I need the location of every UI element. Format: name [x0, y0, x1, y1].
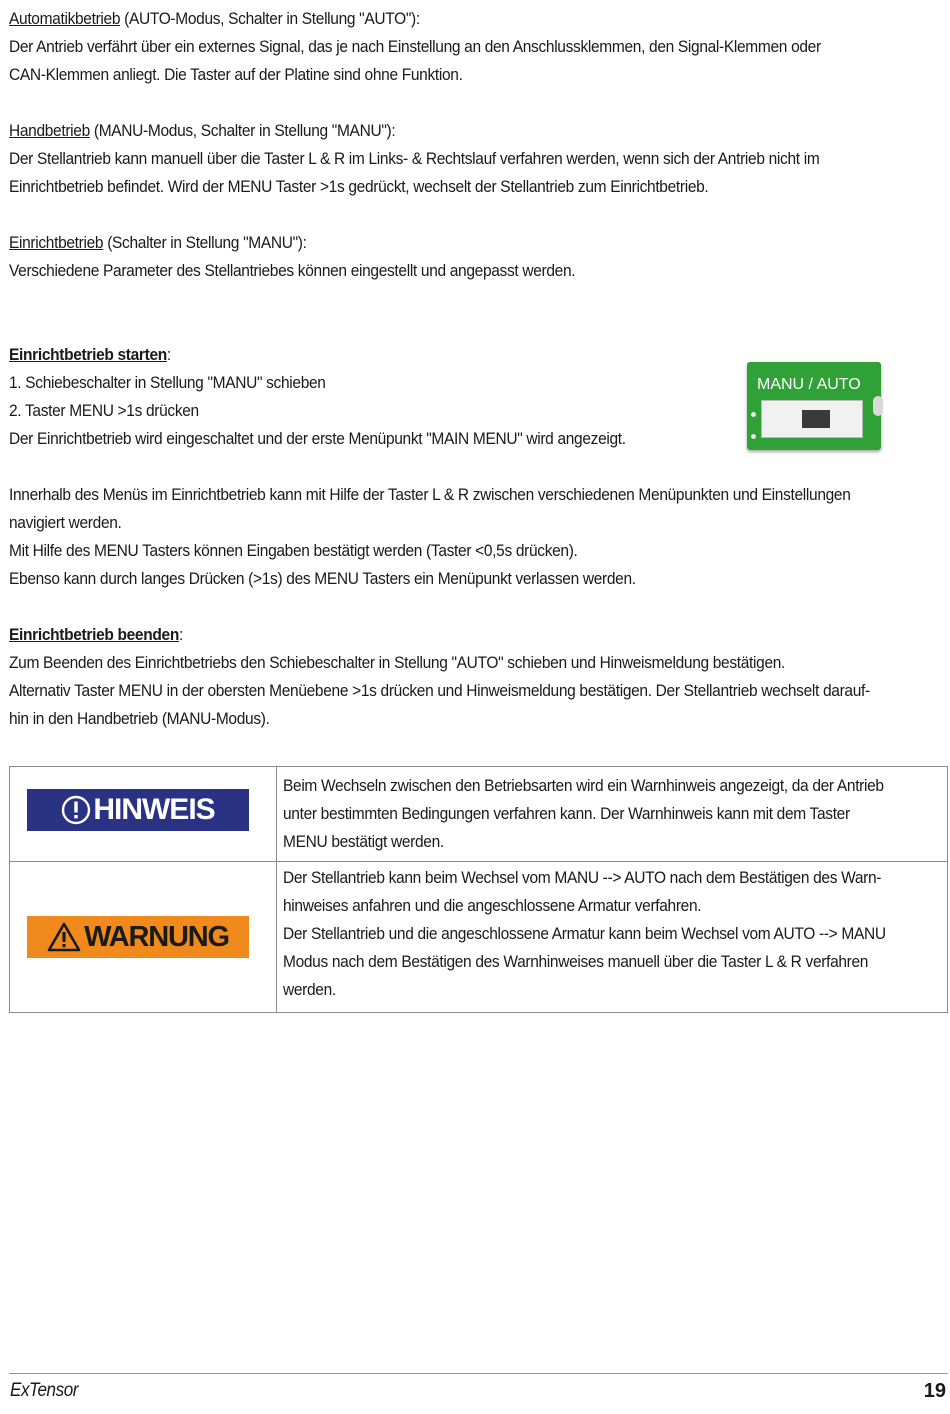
paragraph-line: Zum Beenden des Einrichtbetriebs den Schiebeschalter in Stellung "AUTO" schieben und Hinweismeldung bestätigen.: [9, 654, 786, 672]
paragraph-line: hinweises anfahren und die angeschlossene Armatur verfahren.: [283, 897, 702, 915]
footer-rule: [9, 1373, 948, 1374]
section-setup-mode: [9, 229, 950, 285]
section-heading-suffix: (AUTO-Modus, Schalter in Stellung "AUTO"):: [120, 10, 420, 28]
slide-switch-body: [761, 400, 863, 438]
paragraph-line: Der Einrichtbetrieb wird eingeschaltet und der erste Menüpunkt "MAIN MENU" wird angezeigt.: [9, 430, 626, 448]
hinweis-badge: [27, 789, 249, 831]
section-heading-suffix: (MANU-Modus, Schalter in Stellung "MANU"):: [89, 122, 396, 140]
paragraph-line: Der Antrieb verfährt über ein externes Signal, das je nach Einstellung an den Anschlussklemmen, den Signal-Klemmen oder: [9, 38, 821, 56]
notice-row-warnung: [10, 862, 947, 1012]
slide-switch-knob: [802, 410, 830, 428]
manu-auto-switch-image: [747, 362, 881, 450]
paragraph-line: werden.: [283, 981, 336, 999]
paragraph-line: Innerhalb des Menüs im Einrichtbetrieb kann mit Hilfe der Taster L & R zwischen verschiedenen Menüpunkten und Einstellungen: [9, 486, 851, 504]
notice-row-hinweis: [10, 767, 947, 862]
pcb-pad: [751, 434, 756, 439]
switch-side-component: [873, 396, 883, 416]
heading-colon: :: [178, 626, 183, 644]
section-manual-mode: [9, 117, 950, 201]
heading-colon: :: [166, 346, 171, 364]
switch-label: MANU / AUTO: [757, 376, 861, 393]
warnung-badge: [27, 916, 249, 958]
paragraph-line: CAN-Klemmen anliegt. Die Taster auf der Platine sind ohne Funktion.: [9, 66, 463, 84]
section-heading: Automatikbetrieb: [9, 10, 121, 28]
warning-triangle-icon: [47, 922, 81, 952]
section-heading-suffix: (Schalter in Stellung "MANU"):: [103, 234, 307, 252]
warnung-text: [283, 864, 950, 1004]
section-heading: Einrichtbetrieb: [9, 234, 104, 252]
hinweis-text: [283, 772, 950, 856]
section-heading: Handbetrieb: [9, 122, 90, 140]
step-1: 1. Schiebeschalter in Stellung "MANU" schieben: [9, 374, 326, 392]
footer-brand: ExTensor: [10, 1380, 79, 1401]
notice-table: [9, 766, 948, 1013]
paragraph-line: unter bestimmten Bedingungen verfahren kann. Der Warnhinweis kann mit dem Taster: [283, 805, 850, 823]
paragraph-line: Einrichtbetrieb befindet. Wird der MENU Taster >1s gedrückt, wechselt der Stellantrieb zum Einrichtbetrieb.: [9, 178, 709, 196]
paragraph-line: MENU bestätigt werden.: [283, 833, 444, 851]
paragraph-line: Der Stellantrieb kann manuell über die Taster L & R im Links- & Rechtslauf verfahren werden, wenn sich der Antrieb nicht im: [9, 150, 820, 168]
exclamation-circle-icon: [61, 795, 91, 825]
section-navigation: [9, 481, 950, 593]
warnung-label: WARNUNG: [84, 920, 229, 953]
section-heading: Einrichtbetrieb starten: [9, 346, 167, 364]
page-number: 19: [923, 1380, 946, 1402]
pcb-pad: [751, 412, 756, 417]
paragraph-line: Ebenso kann durch langes Drücken (>1s) des MENU Tasters ein Menüpunkt verlassen werden.: [9, 570, 636, 588]
paragraph-line: hin in den Handbetrieb (MANU-Modus).: [9, 710, 270, 728]
section-heading: Einrichtbetrieb beenden: [9, 626, 179, 644]
section-end-setup: [9, 621, 950, 733]
paragraph-line: Verschiedene Parameter des Stellantriebes können eingestellt und angepasst werden.: [9, 262, 576, 280]
paragraph-line: Alternativ Taster MENU in der obersten Menüebene >1s drücken und Hinweismeldung bestätigen. Der Stellantrieb wechselt darauf-: [9, 682, 870, 700]
paragraph-line: navigiert werden.: [9, 514, 122, 532]
paragraph-line: Der Stellantrieb kann beim Wechsel vom MANU --> AUTO nach dem Bestätigen des Warn-: [283, 869, 882, 887]
paragraph-line: Der Stellantrieb und die angeschlossene Armatur kann beim Wechsel vom AUTO --> MANU: [283, 925, 886, 943]
paragraph-line: Beim Wechseln zwischen den Betriebsarten wird ein Warnhinweis angezeigt, da der Antrieb: [283, 777, 884, 795]
section-automatic-mode: [9, 5, 950, 89]
hinweis-label: HINWEIS: [93, 793, 215, 826]
paragraph-line: Mit Hilfe des MENU Tasters können Eingaben bestätigt werden (Taster <0,5s drücken).: [9, 542, 578, 560]
paragraph-line: Modus nach dem Bestätigen des Warnhinweises manuell über die Taster L & R verfahren: [283, 953, 869, 971]
step-2: 2. Taster MENU >1s drücken: [9, 402, 199, 420]
